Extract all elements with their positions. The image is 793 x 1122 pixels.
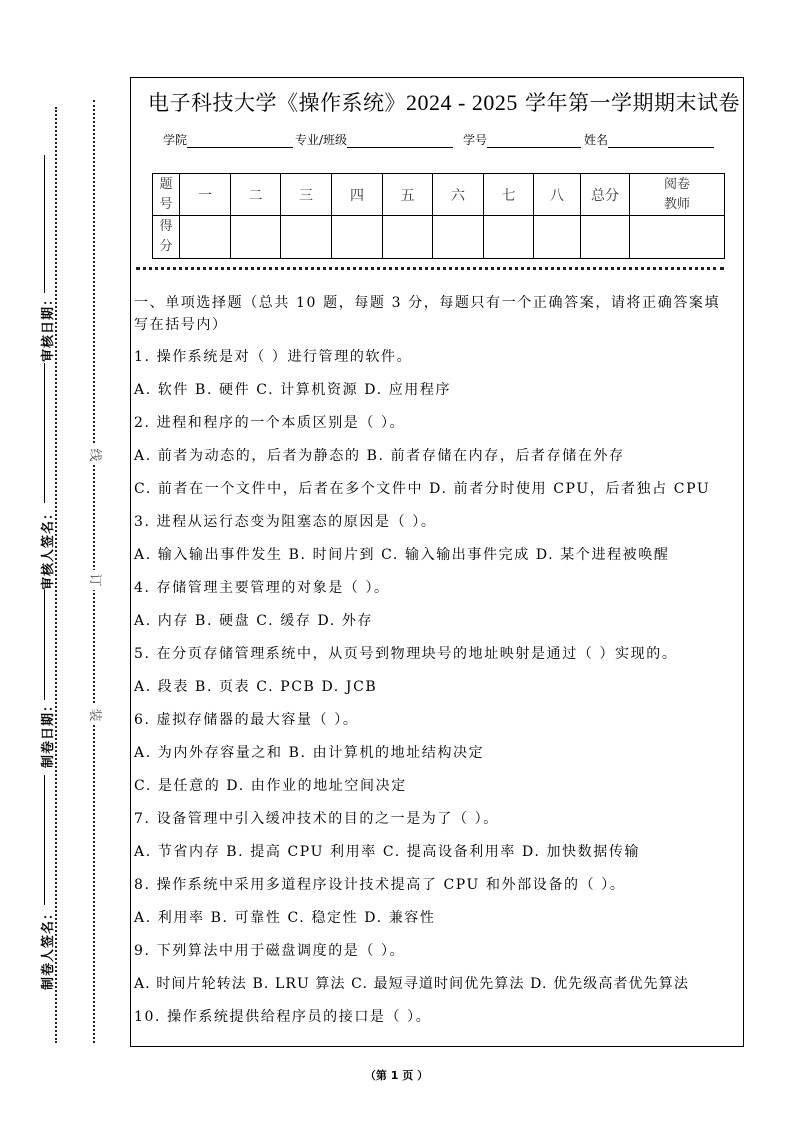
exam-date-label: 制卷日期： [41,697,56,768]
question-9: 9. 下列算法中用于磁盘调度的是（ ）。 [134,943,406,959]
review-date-label: 审核日期： [41,291,56,362]
question-3: 3. 进程从运行态变为阻塞态的原因是（ ）。 [134,514,437,530]
col-1: 一 [180,174,231,216]
score-cell-3[interactable] [281,216,332,259]
options-2-cd: C. 前者在一个文件中，后者在多个文件中 D. 前者分时使用 CPU，后者独占 CPU [134,481,711,497]
score-table [152,173,725,259]
major-class-field[interactable] [295,131,453,148]
question-2: 2. 进程和程序的一个本质区别是（ ）。 [134,415,406,431]
examiner-signature-label: 制卷人签名： [41,905,56,990]
question-1: 1. 操作系统是对（ ）进行管理的软件。 [134,349,413,365]
question-5: 5. 在分页存储管理系统中，从页号到物理块号的地址映射是通过（ ）实现的。 [134,646,678,662]
score-cell-reviewer[interactable] [630,216,725,259]
question-10: 10. 操作系统提供给程序员的接口是（ ）。 [134,1009,432,1025]
title-suffix: 学年第一学期期末试卷 [517,91,741,115]
college-blank[interactable] [187,135,293,148]
score-cell-5[interactable] [383,216,433,259]
section-heading-line-1: 一、单项选择题（总共 10 题，每题 3 分，每题只有一个正确答案，请将正确答案填 [134,295,721,311]
col-5: 五 [383,174,433,216]
col-3: 三 [281,174,332,216]
score-cell-4[interactable] [332,216,383,259]
options-6-cd: C. 是任意的 D. 由作业的地址空间决定 [134,778,407,794]
options-9: A. 时间片轮转法 B. LRU 算法 C. 最短寻道时间优先算法 D. 优先级高者优先算法 [134,976,689,992]
score-cell-6[interactable] [433,216,484,259]
student-id-blank[interactable] [487,135,581,148]
col-2: 二 [231,174,281,216]
dotted-separator [136,267,724,270]
question-4: 4. 存储管理主要管理的对象是（ ）。 [134,580,390,596]
score-cell-7[interactable] [484,216,534,259]
student-id-label: 学号 [463,133,488,147]
score-cell-1[interactable] [180,216,231,259]
score-table-score-row [153,216,725,259]
reviewer-signature-label: 审核人签名： [41,505,56,590]
col-total: 总分 [581,174,630,216]
score-cell-8[interactable] [534,216,581,259]
name-field[interactable] [584,131,714,148]
major-class-blank[interactable] [347,135,453,148]
section-heading [134,292,739,336]
section-heading-line-2: 写在括号内） [134,317,228,333]
options-6-ab: A. 为内外存容量之和 B. 由计算机的地址结构决定 [134,745,485,761]
binding-mark-zhuang: 装 [84,705,104,725]
col-7: 七 [484,174,534,216]
col-reviewer: 阅卷 教师 [630,174,725,216]
options-5: A. 段表 B. 页表 C. PCB D. JCB [134,679,378,695]
binding-mark-ding: 订 [84,570,104,590]
reviewer-signature-line [44,363,45,503]
college-label: 学院 [163,133,188,147]
col-6: 六 [433,174,484,216]
score-cell-total[interactable] [581,216,630,259]
score-label: 得 分 [153,216,180,259]
options-2-ab: A. 前者为动态的，后者为静态的 B. 前者存储在内存，后者存储在外存 [134,448,625,464]
score-table-header-row [153,174,725,216]
col-4: 四 [332,174,383,216]
options-7: A. 节省内存 B. 提高 CPU 利用率 C. 提高设备利用率 D. 加快数据传输 [134,844,641,860]
binding-mark-xian: 线 [84,445,104,465]
question-6: 6. 虚拟存储器的最大容量（ ）。 [134,712,359,728]
options-1: A. 软件 B. 硬件 C. 计算机资源 D. 应用程序 [134,382,452,398]
page-number: （第 1 页 ） [364,1069,429,1082]
college-field[interactable] [163,131,293,148]
exam-date-line [44,590,45,700]
major-class-label: 专业/班级 [295,133,348,147]
col-8: 八 [534,174,581,216]
title-prefix: 电子科技大学《操作系统》 [148,91,406,115]
title-years: 2024 - 2025 [406,90,518,115]
options-3: A. 输入输出事件发生 B. 时间片到 C. 输入输出事件完成 D. 某个进程被唤醒 [134,547,670,563]
name-label: 姓名 [584,133,609,147]
options-4: A. 内存 B. 硬盘 C. 缓存 D. 外存 [134,613,374,629]
exam-title [148,87,740,117]
question-number-label: 题 号 [153,174,180,216]
score-cell-2[interactable] [231,216,281,259]
question-7: 7. 设备管理中引入缓冲技术的目的之一是为了（ ）。 [134,811,499,827]
student-id-field[interactable] [463,131,581,148]
question-8: 8. 操作系统中采用多道程序设计技术提高了 CPU 和外部设备的（ ）。 [134,877,626,893]
options-8: A. 利用率 B. 可靠性 C. 稳定性 D. 兼容性 [134,910,436,926]
name-blank[interactable] [608,135,714,148]
examiner-signature-line [44,775,45,905]
review-date-line [44,155,45,293]
